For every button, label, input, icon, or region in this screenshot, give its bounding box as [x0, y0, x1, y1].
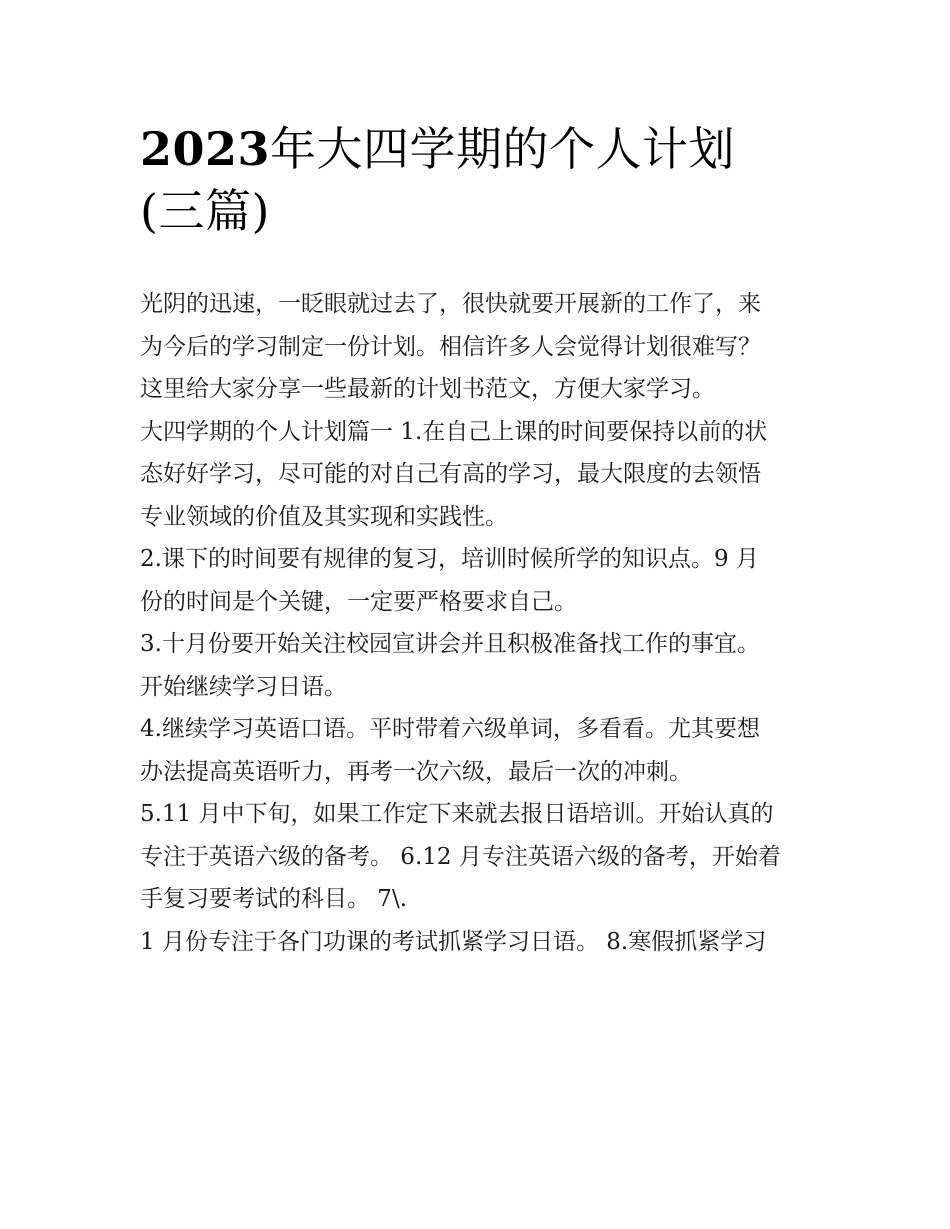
paragraph-plan-5-7 — [140, 793, 815, 921]
text-line: 开始继续学习日语。 — [140, 673, 347, 700]
paragraph-plan-3 — [140, 623, 815, 708]
text-line: 专业领域的价值及其实现和实践性。 — [140, 503, 508, 530]
text-line: 2.课下的时间要有规律的复习，培训时候所学的知识点。9 月 — [140, 546, 759, 572]
text-line: 为今后的学习制定一份计划。相信许多人会觉得计划很难写？ — [140, 333, 761, 360]
text-line: 手复习要考试的科目。 7\. — [140, 886, 408, 912]
paragraph-plan-2 — [140, 538, 815, 623]
paragraph-intro — [140, 283, 815, 411]
text-line: 大四学期的个人计划篇一 1.在自己上课的时间要保持以前的状 — [140, 418, 768, 445]
title-subtitle: (三篇) — [140, 184, 270, 238]
text-line: 光阴的迅速，一眨眼就过去了，很快就要开展新的工作了，来 — [140, 291, 761, 317]
title-year: 2023 — [140, 122, 271, 176]
paragraph-plan-1 — [140, 411, 815, 539]
text-line: 专注于英语六级的备考。 6.12 月专注英语六级的备考，开始着 — [140, 843, 781, 870]
document-title — [140, 118, 820, 242]
paragraph-plan-8 — [140, 921, 815, 964]
text-line: 办法提高英语听力，再考一次六级，最后一次的冲刺。 — [140, 758, 692, 785]
text-line: 1 月份专注于各门功课的考试抓紧学习日语。 8.寒假抓紧学习 — [140, 928, 767, 955]
title-text: 年大四学期的个人计划 — [270, 122, 736, 176]
text-line: 3.十月份要开始关注校园宣讲会并且积极准备找工作的事宜。 — [140, 631, 760, 657]
text-line: 这里给大家分享一些最新的计划书范文，方便大家学习。 — [140, 376, 715, 402]
paragraph-plan-4 — [140, 708, 815, 793]
text-line: 4.继续学习英语口语。平时带着六级单词，多看看。尤其要想 — [140, 716, 760, 742]
text-line: 份的时间是个关键，一定要严格要求自己。 — [140, 588, 577, 615]
text-line: 态好好学习，尽可能的对自己有高的学习，最大限度的去领悟 — [140, 461, 761, 487]
document-body — [140, 283, 815, 963]
text-line: 5.11 月中下旬，如果工作定下来就去报日语培训。开始认真的 — [140, 801, 774, 827]
